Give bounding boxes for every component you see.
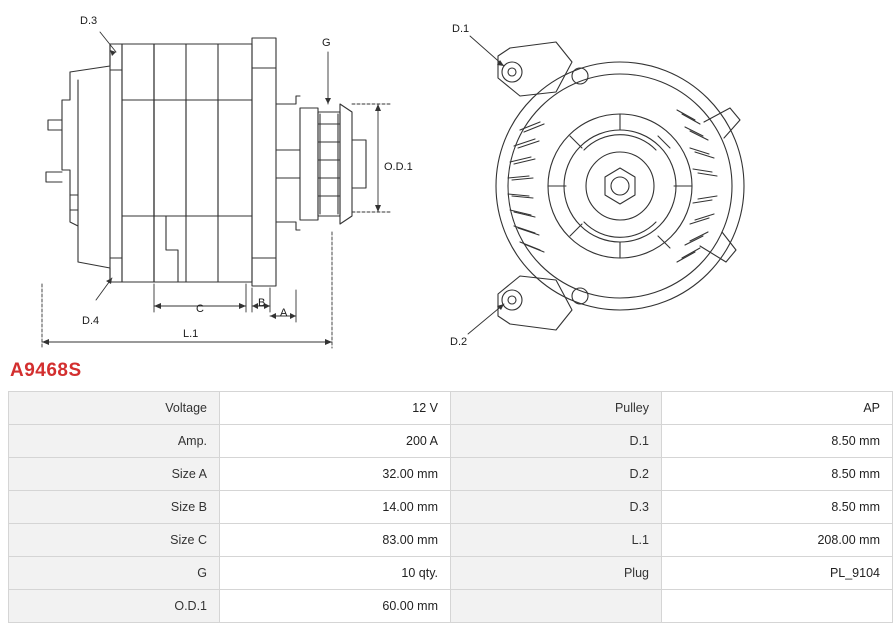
label-d4: D.4 [82, 315, 100, 327]
alternator-front-view [496, 42, 744, 330]
spec-key: Amp. [9, 425, 220, 458]
spec-key: Pulley [451, 392, 662, 425]
spec-key: Size C [9, 524, 220, 557]
label-g: G [322, 37, 331, 49]
spec-key: Voltage [9, 392, 220, 425]
table-row [9, 524, 893, 557]
spec-key: L.1 [451, 524, 662, 557]
spec-value: 8.50 mm [662, 491, 893, 524]
spec-value: AP [662, 392, 893, 425]
label-l1: L.1 [183, 328, 199, 340]
spec-key-empty [451, 590, 662, 623]
spec-key: D.3 [451, 491, 662, 524]
spec-key: D.1 [451, 425, 662, 458]
spec-value-empty [662, 590, 893, 623]
alternator-side-view [46, 38, 366, 286]
spec-value: 200 A [220, 425, 451, 458]
specifications-table [8, 391, 893, 623]
spec-key: Size A [9, 458, 220, 491]
spec-value: 8.50 mm [662, 458, 893, 491]
table-row [9, 491, 893, 524]
table-row [9, 425, 893, 458]
label-b: B [258, 297, 266, 309]
table-row [9, 590, 893, 623]
label-d3: D.3 [80, 15, 98, 27]
spec-key: O.D.1 [9, 590, 220, 623]
label-a: A [280, 307, 288, 319]
spec-value: 12 V [220, 392, 451, 425]
part-number: A9468S [10, 360, 82, 381]
label-d2: D.2 [450, 336, 468, 348]
spec-value: 10 qty. [220, 557, 451, 590]
label-d1: D.1 [452, 23, 470, 35]
spec-value: PL_9104 [662, 557, 893, 590]
spec-value: 83.00 mm [220, 524, 451, 557]
table-row [9, 392, 893, 425]
spec-value: 8.50 mm [662, 425, 893, 458]
spec-key: D.2 [451, 458, 662, 491]
spec-key: Plug [451, 557, 662, 590]
label-od1: O.D.1 [384, 161, 413, 173]
table-row [9, 557, 893, 590]
dimension-lines [42, 32, 504, 348]
spec-value: 32.00 mm [220, 458, 451, 491]
spec-value: 208.00 mm [662, 524, 893, 557]
label-c: C [196, 303, 204, 315]
spec-value: 14.00 mm [220, 491, 451, 524]
spec-key: G [9, 557, 220, 590]
spec-key: Size B [9, 491, 220, 524]
spec-value: 60.00 mm [220, 590, 451, 623]
table-row [9, 458, 893, 491]
drawing-labels [80, 15, 469, 348]
